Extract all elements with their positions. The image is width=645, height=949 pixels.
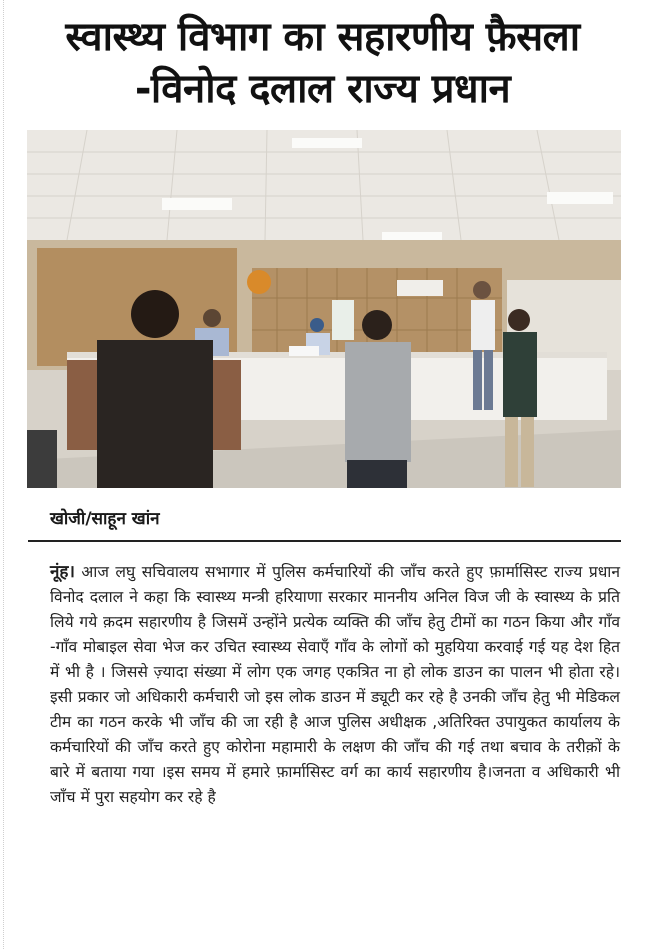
headline-line-1: स्वास्थ्य विभाग का सहारणीय फ़ैसला: [65, 14, 580, 60]
headline-line-2: -विनोद दलाल राज्य प्रधान: [134, 66, 511, 112]
news-photo: [27, 130, 621, 488]
photo-illustration: [27, 130, 621, 488]
photo-credit: खोजी/साहून खांन: [50, 509, 160, 529]
article-body: [50, 560, 620, 810]
headline: [0, 14, 645, 112]
article-dateline: नूंह।: [50, 562, 75, 582]
page-edge: [0, 0, 4, 949]
article-text: आज लघु सचिवालय सभागार में पुलिस कर्मचारियों की जाँच करते हुए फ़ार्मासिस्ट राज्य प्रधान विनोद दलाल ने कहा कि स्वास्थ्य मन्त्री हरियाणा सरकार माननीय अनिल विज जी के स्वास्थ्य के प्रति लिये गये क़दम सहारणीय है जिसमें उन्होंने प्रत्येक व्यक्ति की जाँच हेतु टीमों का गठन किया और गाँव -गाँव मोबाइल सेवा भेज कर उचित स्वास्थ्य सेवाएँ गाँव के लोगों को मुहयिया करवाई गई यह देश हित में भी है । जिससे ज़्यादा संख्या में लोग एक जगह एकत्रित ना हो लोक डाउन का पालन भी होता रहे।इसी प्रकार जो अधिकारी कर्मचारी जो इस लोक डाउन में ड्यूटी कर रहे है उनकी जाँच हेतु भी मेडिकल टीम का गठन करके भी जाँच की जा रही है आज पुलिस अधीक्षक ,अतिरिक्त उपायुकत कार्यालय के कर्मचारियों की जाँच करते हुए कोरोना महामारी के लक्षण की जाँच की गई तथा बचाव के तरीक़ों के बारे में बताया गया ।इस समय में हमारे फ़ार्मासिस्ट वर्ग का कार्य सहारणीय है।जनता व अधिकारी भी जाँच में पुरा सहयोग कर रहे है: [50, 563, 620, 806]
section-divider: [28, 540, 621, 542]
